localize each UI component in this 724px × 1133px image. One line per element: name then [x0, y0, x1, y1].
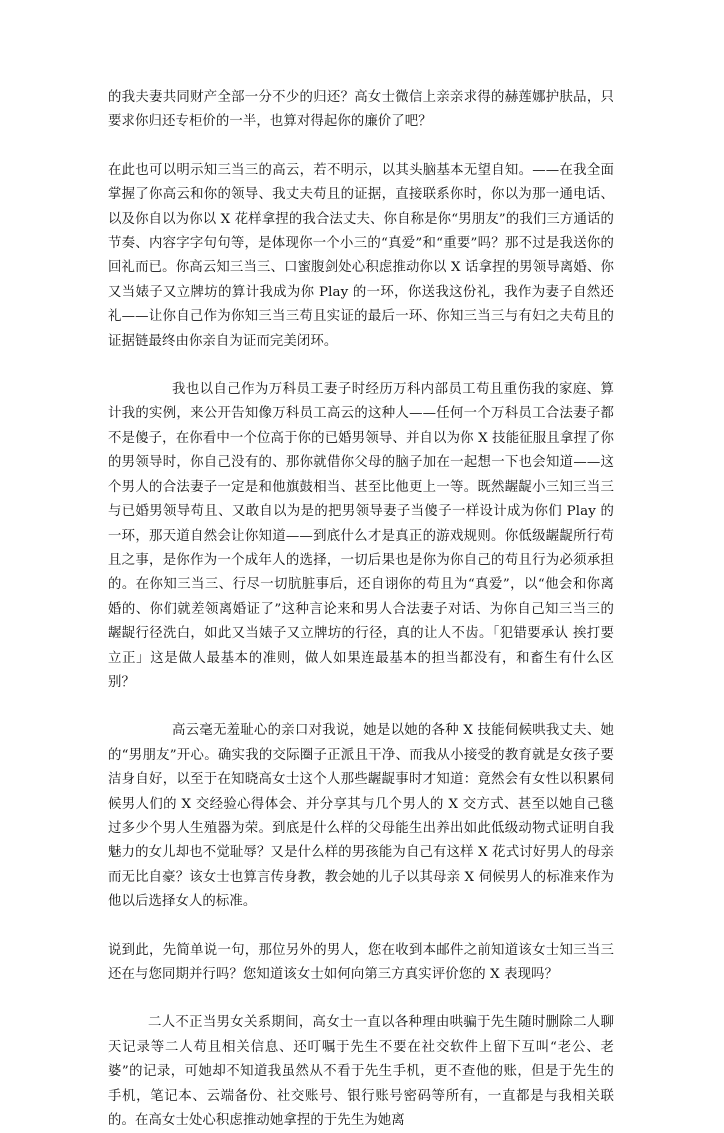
- paragraph-2: 在此也可以明示知三当三的高云，若不明示，以其头脑基本无望自知。——在我全面掌握了你高云和你的领导、我丈夫苟且的证据，直接联系你时，你以为那一通电话、以及你自以为你以 X 花样拿捏的我合法丈夫、你自称是你“男朋友”的我们三方通话的节奏、内容字字句句等，是体现你一个小三的“真爱”和“重要”吗？那不过是我送你的回礼而已。你高云知三当三、口蜜腹剑处心积虑推动你以 X 话拿捏的男领导离婚、你又当婊子又立牌坊的算计我成为你 Play 的一环，你送我这份礼，我作为妻子自然还礼——让你自己作为你知三当三苟且实证的最后一环、你知三当三与有妇之夫苟且的证据链最终由你亲自为证而完美闭环。: [108, 162, 614, 349]
- paragraph-gap: [108, 354, 614, 378]
- paragraph-6: 二人不正当男女关系期间，高女士一直以各种理由哄骗于先生随时删除二人聊天记录等二人苟且相关信息、还叮嘱于先生不要在社交软件上留下互叫“老公、老婆”的记录，可她却不知道我虽然从不看于先生手机，更不查他的账，但是于先生的手机，笔记本、云端备份、社交账号、银行账号密码等所有，一直都是与我相关联的。在高女士处心积虑推动她拿捏的于先生为她离: [108, 1015, 614, 1129]
- paragraph-gap: [108, 135, 614, 159]
- paragraph-4: 高云毫无羞耻心的亲口对我说，她是以她的各种 X 技能伺候哄我丈夫、她的“男朋友”开心。确实我的交际圈子正派且干净、而我从小接受的教育就是女孩子要洁身自好，以至于在知晓高女士这个人那些龌龊事时才知道：竟然会有女性以积累伺候男人们的 X 交经验心得体会、并分享其与几个男人的 X 交方式、甚至以她自己毯过多少个男人生殖器为荣。到底是什么样的父母能生出养出如此低级动物式证明自我魅力的女儿却也不觉耻辱？又是什么样的男孩能为自己有这样 X 花式讨好男人的母亲而无比自豪？该女士也算言传身教，教会她的儿子以其母亲 X 伺候男人的标准来作为他以后选择女人的标准。: [108, 723, 614, 910]
- paragraph-3: 我也以自己作为万科员工妻子时经历万科内部员工苟且重伤我的家庭、算计我的实例，来公开告知像万科员工高云的这种人——任何一个万科员工合法妻子都不是傻子，在你看中一个位高于你的已婚男领导、并自以为你 X 技能征服且拿捏了你的男领导时，你自己没有的、那你就借你父母的脑子加在一起想一下也会知道——这个男人的合法妻子一定是和他旗鼓相当、甚至比他更上一等。既然龌龊小三知三当三与已婚男领导苟且、又敢自以为是的把男领导妻子当傻子一样设计成为你们 Play 的一环，那天道自然会让你知道——到底什么才是真正的游戏规则。你低级龌龊所行苟且之事，是你作为一个成年人的选择，一切后果也是你为你自己的苟且行为必须承担的。在你知三当三、行尽一切肮脏事后，还自诩你的苟且为“真爱”，以“他会和你离婚的、你们就差领离婚证了”这种言论来和男人合法妻子对话、为你自己知三当三的龌龊行径洗白，如此又当婊子又立牌坊的行径，真的让人不齿。「犯错要承认 挨打要立正」这是做人最基本的准则，做人如果连最基本的担当都没有，和畜生有什么区别？: [108, 382, 614, 690]
- paragraph-1: 的我夫妻共同财产全部一分不少的归还？高女士微信上亲亲求得的赫莲娜护肤品，只要求你归还专柜价的一半，也算对得起你的廉价了吧？: [108, 90, 614, 130]
- paragraph-gap: [108, 915, 614, 939]
- paragraph-5: 说到此，先简单说一句，那位另外的男人，您在收到本邮件之前知道该女士知三当三还在与您同期并行吗？您知道该女士如何向第三方真实评价您的 X 表现吗？: [108, 942, 614, 982]
- paragraph-gap: [108, 987, 614, 1011]
- document-body: [108, 86, 614, 1133]
- paragraph-gap: [108, 695, 614, 719]
